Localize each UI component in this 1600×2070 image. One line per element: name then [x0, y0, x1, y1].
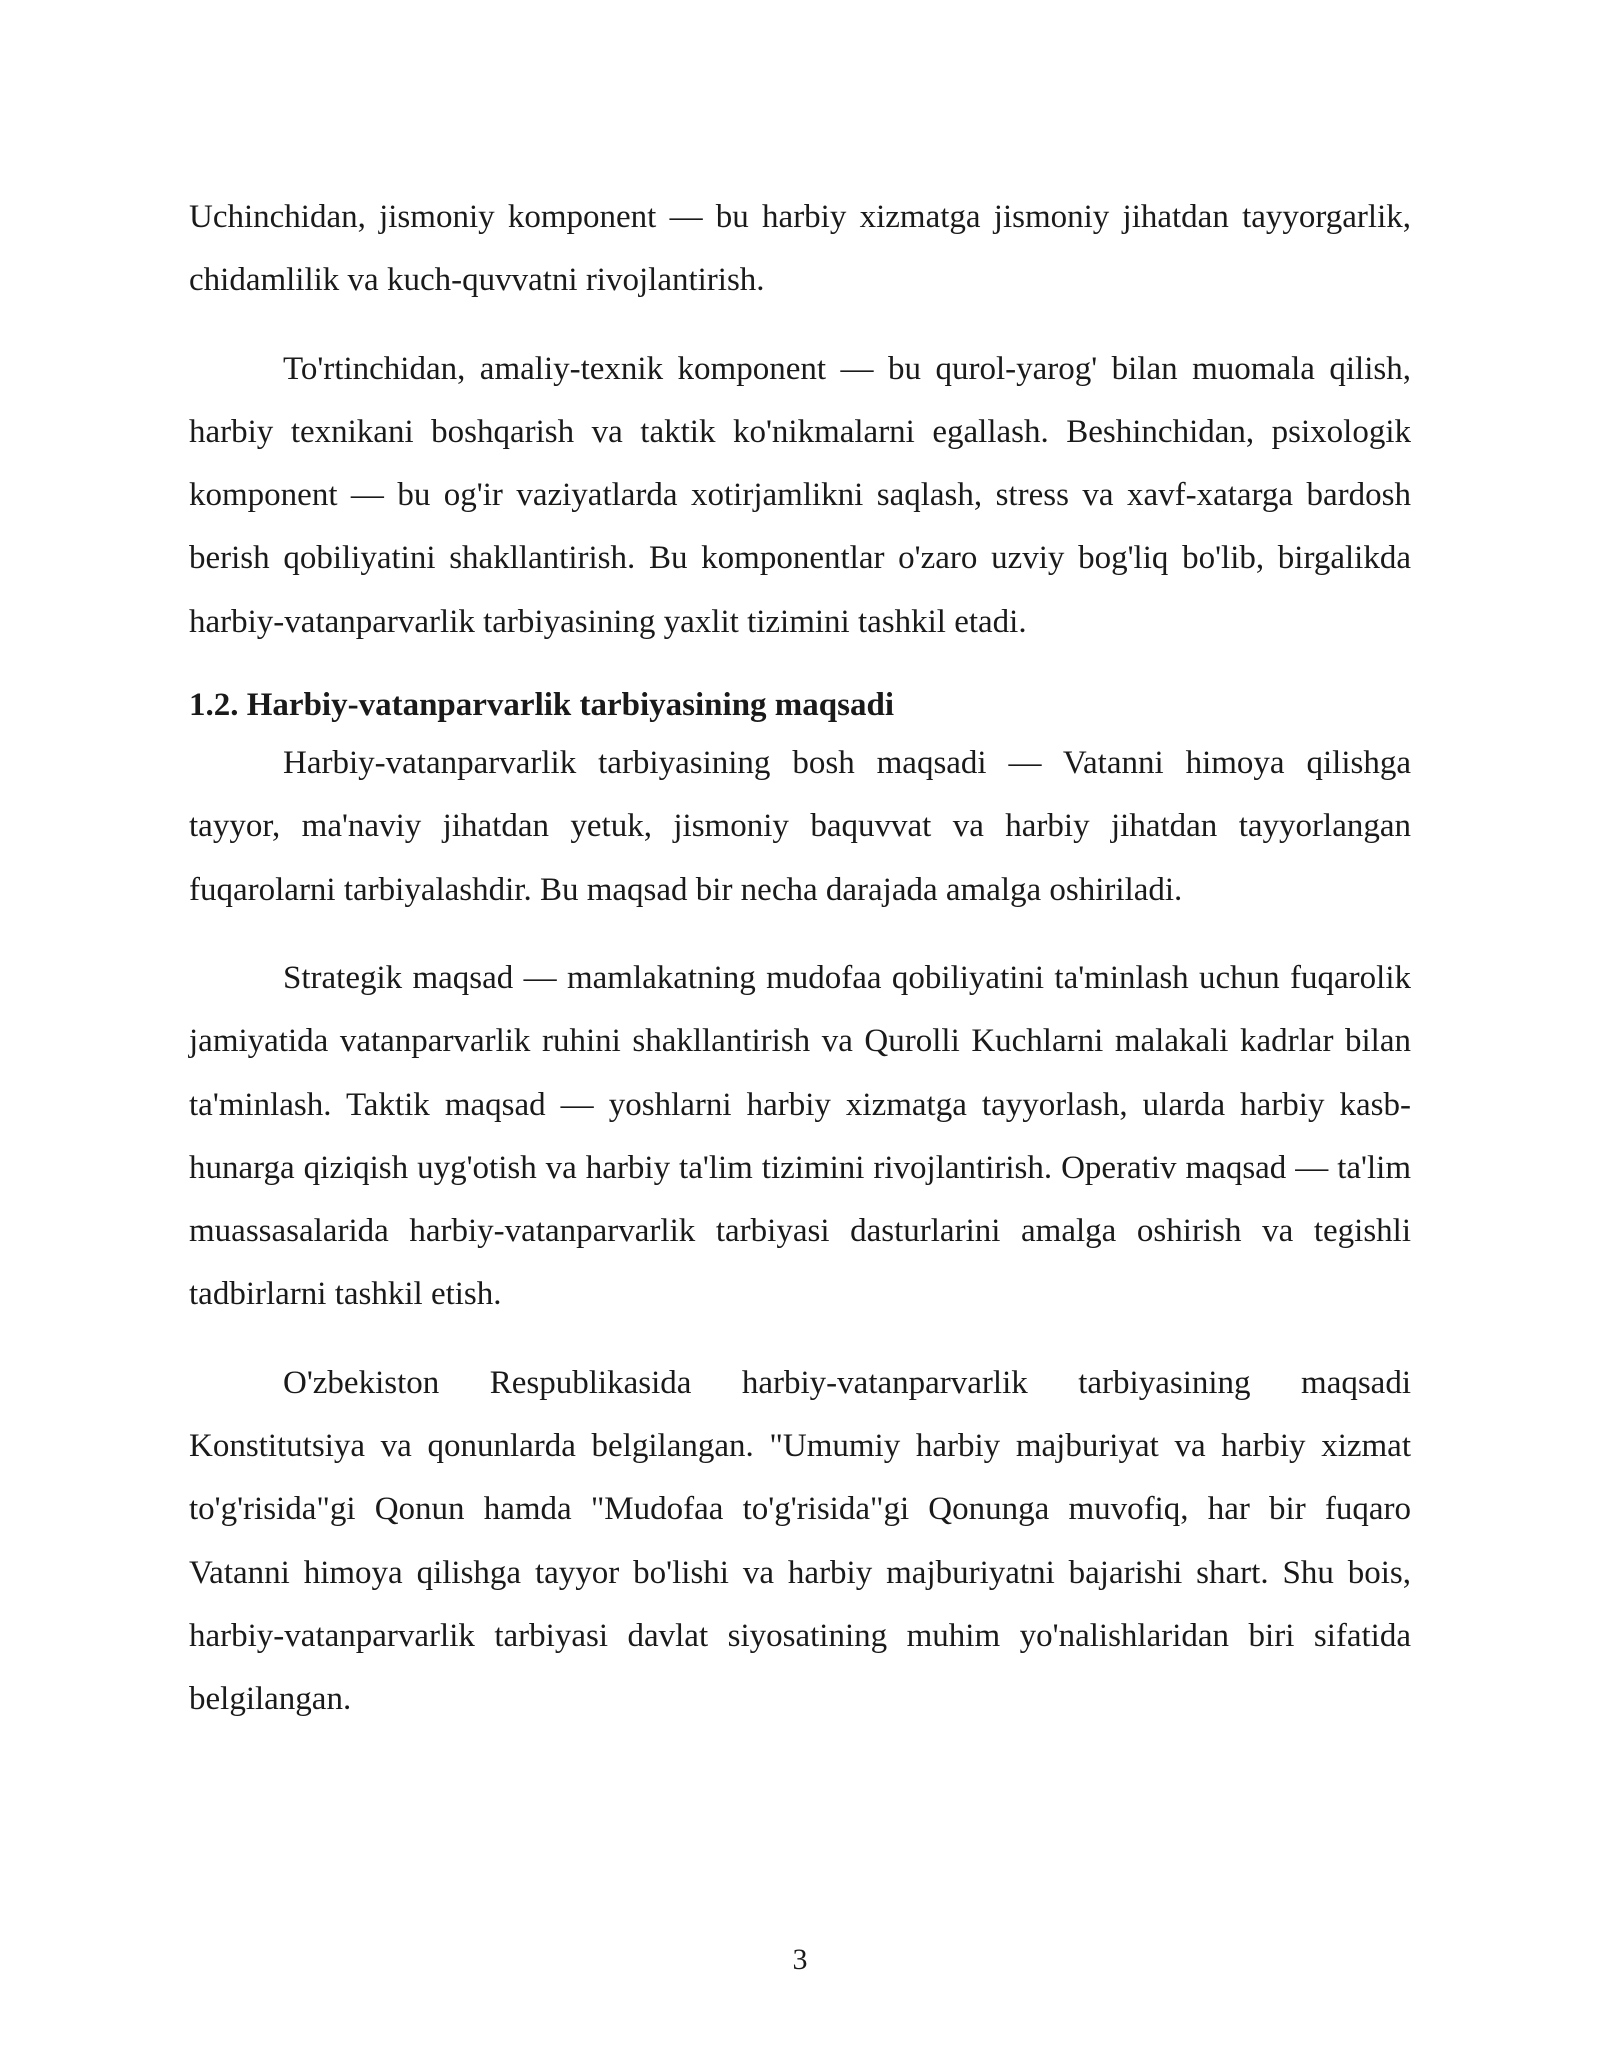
paragraph-legal-basis: O'zbekiston Respublikasida harbiy-vatanparvarlik tarbiyasining maqsadi Konstitutsiya va qonunlarda belgilangan. "Umumiy harbiy majburiyat va harbiy xizmat to'g'risida"gi Qonun hamda "Mudofaa to'g'risida"gi Qonunga muvofiq, har bir fuqaro Vatanni himoya qilishga tayyor bo'lishi va harbiy majburiyatni bajarishi shart. Shu bois, harbiy-vatanparvarlik tarbiyasi davlat siyosatining muhim yo'nalishlaridan biri sifatida belgilangan. — [189, 1364, 1411, 1718]
section-heading: 1.2. Harbiy-vatanparvarlik tarbiyasining maqsadi — [189, 687, 895, 724]
paragraph-technical-psychological-components: To'rtinchidan, amaliy-texnik komponent — bu qurol-yarog' bilan muomala qilish, harbiy texnikani boshqarish va taktik ko'nikmalarni egallash. Beshinchidan, psixologik komponent — bu og'ir vaziyatlarda xotirjamlikni saqlash, stress va xavf-xatarga bardosh berish qobiliyatini shakllantirish. Bu komponentlar o'zaro uzviy bog'liq bo'lib, birgalikda harbiy-vatanparvarlik tarbiyasining yaxlit tizimini tashkil etadi. — [189, 350, 1411, 640]
paragraph-main-goal: Harbiy-vatanparvarlik tarbiyasining bosh maqsadi — Vatanni himoya qilishga tayyor, ma'naviy jihatdan yetuk, jismoniy baquvvat va harbiy jihatdan tayyorlangan fuqarolarni tarbiyalashdir. Bu maqsad bir necha darajada amalga oshiriladi. — [189, 745, 1411, 908]
document-page — [189, 186, 1411, 1732]
paragraph-physical-component: Uchinchidan, jismoniy komponent — bu harbiy xizmatga jismoniy jihatdan tayyorgarlik, chidamlilik va kuch-quvvatni rivojlantirish. — [189, 199, 1411, 299]
page-number: 3 — [792, 1943, 808, 1976]
paragraph-goal-levels: Strategik maqsad — mamlakatning mudofaa qobiliyatini ta'minlash uchun fuqarolik jamiyatida vatanparvarlik ruhini shakllantirish va Qurolli Kuchlarni malakali kadrlar bilan ta'minlash. Taktik maqsad — yoshlarni harbiy xizmatga tayyorlash, ularda harbiy kasb-hunarga qiziqish uyg'otish va harbiy ta'lim tizimini rivojlantirish. Operativ maqsad — ta'lim muassasalarida harbiy-vatanparvarlik tarbiyasi dasturlarini amalga oshirish va tegishli tadbirlarni tashkil etish. — [189, 959, 1411, 1313]
